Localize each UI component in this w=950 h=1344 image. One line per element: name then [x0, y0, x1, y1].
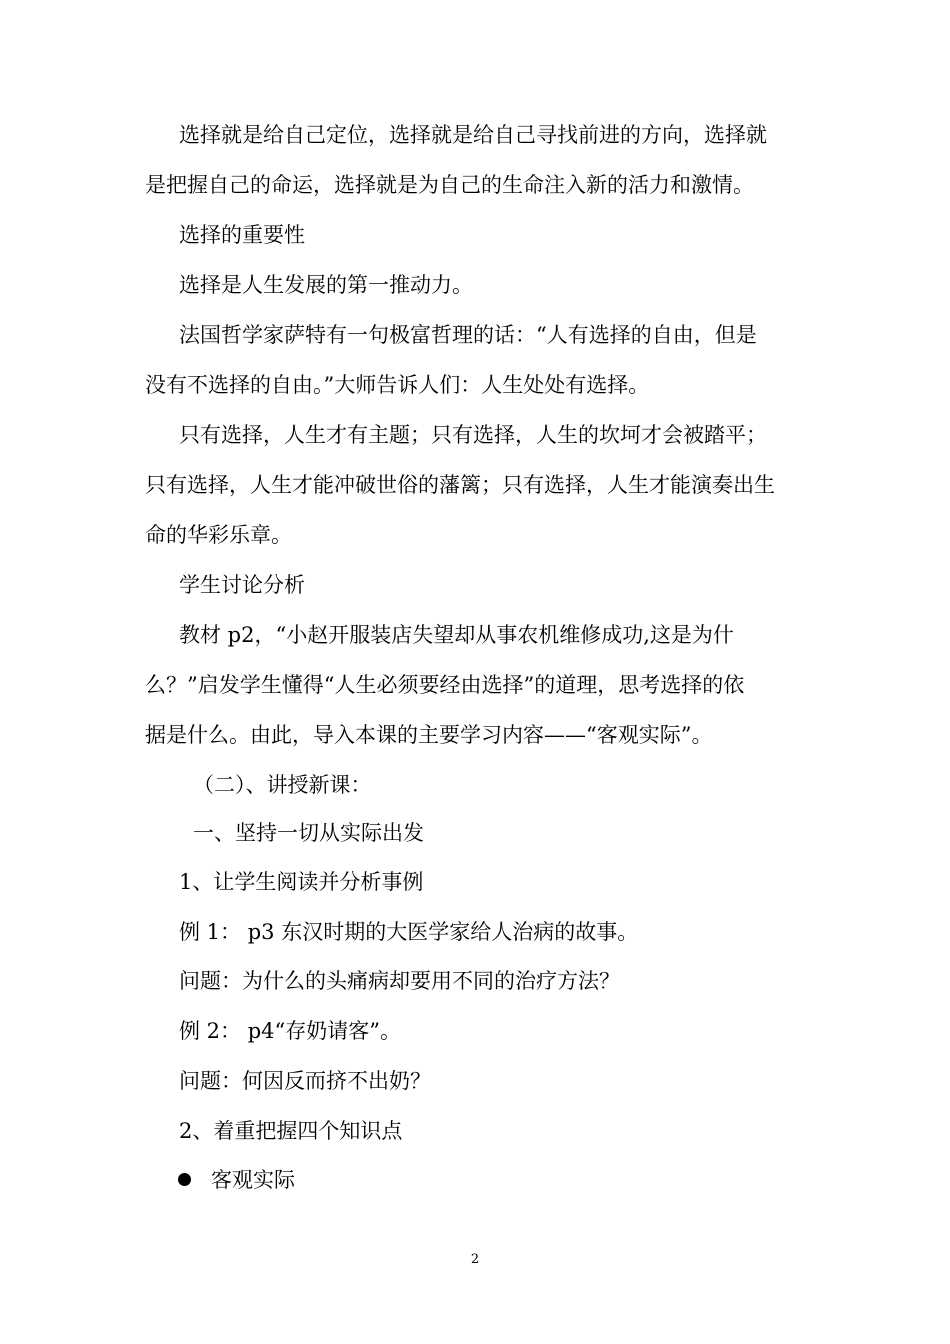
text-line: 命的华彩乐章。: [145, 523, 292, 547]
paragraph-choice-definition: [145, 110, 815, 210]
text-line: 选择的重要性: [179, 223, 305, 247]
bullet-dot-icon: [178, 1173, 191, 1186]
text-line: 选择就是给自己定位，选择就是给自己寻找前进的方向，选择就: [179, 123, 767, 147]
heading-new-lesson: [145, 760, 815, 810]
text-line: 例 2： p4“存奶请客”。: [179, 1019, 401, 1043]
heading-section-one: [145, 808, 815, 858]
question-one: [145, 956, 815, 1006]
text-line: 么？”启发学生懂得“人生必须要经由选择”的道理，思考选择的依: [145, 673, 745, 697]
text-line: （二）、讲授新课：: [193, 773, 372, 797]
text-line: 2、着重把握四个知识点: [179, 1119, 403, 1143]
item-four-knowledge-points: [145, 1106, 815, 1156]
text-line: 问题：何因反而挤不出奶？: [179, 1069, 431, 1093]
bullet-text: 客观实际: [211, 1168, 295, 1192]
paragraph-textbook-example: [145, 610, 815, 760]
example-one: [145, 907, 815, 957]
text-line: 只有选择，人生才有主题；只有选择，人生的坎坷才会被踏平；: [179, 423, 767, 447]
text-line: 没有不选择的自由。”大师告诉人们：人生处处有选择。: [145, 373, 650, 397]
example-two: [145, 1006, 815, 1056]
item-read-examples: [145, 857, 815, 907]
paragraph-sartre-quote: [145, 310, 815, 410]
paragraph-only-choice: [145, 410, 815, 560]
text-line: 学生讨论分析: [179, 573, 305, 597]
text-line: 是把握自己的命运，选择就是为自己的生命注入新的活力和激情。: [145, 173, 754, 197]
bullet-objective-reality: [178, 1155, 295, 1205]
page-number: 2: [470, 1252, 480, 1267]
text-line: 只有选择，人生才能冲破世俗的藩篱；只有选择，人生才能演奏出生: [145, 473, 775, 497]
text-line: 1、让学生阅读并分析事例: [179, 870, 424, 894]
heading-student-discussion: [145, 560, 815, 610]
text-line: 教材 p2，“小赵开服装店失望却从事农机维修成功,这是为什: [179, 623, 734, 647]
text-line: 据是什么。由此，导入本课的主要学习内容——“客观实际”。: [145, 723, 713, 747]
heading-importance-of-choice: [145, 210, 815, 260]
text-line: 法国哲学家萨特有一句极富哲理的话：“人有选择的自由，但是: [179, 323, 757, 347]
text-line: 问题：为什么的头痛病却要用不同的治疗方法？: [179, 969, 620, 993]
paragraph-first-driving-force: [145, 260, 815, 310]
text-line: 一、坚持一切从实际出发: [193, 821, 424, 845]
text-line: 例 1： p3 东汉时期的大医学家给人治病的故事。: [179, 920, 639, 944]
text-line: 选择是人生发展的第一推动力。: [179, 273, 473, 297]
question-two: [145, 1056, 815, 1106]
